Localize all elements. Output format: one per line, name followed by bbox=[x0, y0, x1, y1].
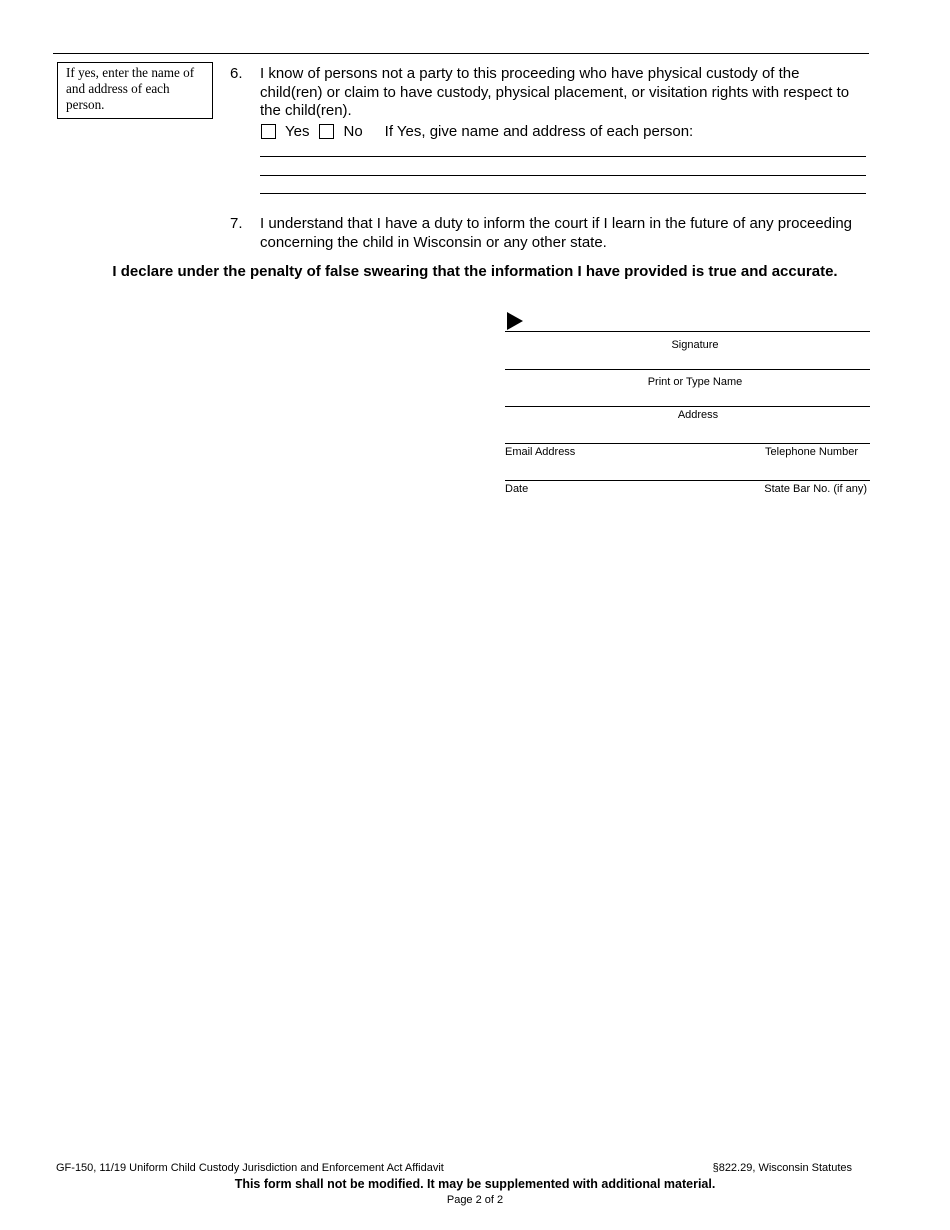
footer-form-id: GF-150, 11/19 Uniform Child Custody Jurisdiction and Enforcement Act Affidavit bbox=[56, 1162, 444, 1174]
footer-statute: §822.29, Wisconsin Statutes bbox=[712, 1162, 852, 1174]
item-6-prompt: If Yes, give name and address of each person: bbox=[384, 122, 694, 140]
yes-label: Yes bbox=[285, 122, 310, 140]
name-line[interactable] bbox=[505, 369, 870, 370]
page-number: Page 2 of 2 bbox=[446, 1194, 504, 1206]
date-bar-line[interactable] bbox=[505, 480, 870, 481]
item-7-number: 7. bbox=[230, 215, 243, 232]
bar-number-label: State Bar No. (if any) bbox=[764, 483, 867, 495]
email-phone-line[interactable] bbox=[505, 443, 870, 444]
no-label: No bbox=[343, 122, 363, 140]
item-7-line-2: concerning the child in Wisconsin or any other state. bbox=[260, 233, 607, 251]
item-6-line-3: the child(ren). bbox=[260, 102, 352, 119]
item-6-choice-row bbox=[261, 121, 693, 141]
address-line[interactable] bbox=[505, 406, 870, 407]
persons-fill-line-3[interactable] bbox=[260, 193, 866, 194]
item-6-text bbox=[260, 65, 849, 121]
item-6-number: 6. bbox=[230, 65, 243, 82]
item-7-text bbox=[260, 215, 852, 252]
item-6-line-1: I know of persons not a party to this proceeding who have physical custody of the bbox=[260, 65, 800, 82]
top-rule bbox=[53, 53, 869, 54]
no-checkbox[interactable] bbox=[319, 124, 334, 139]
sidebar-note: If yes, enter the name of and address of each person. bbox=[57, 62, 213, 119]
footer-notice: This form shall not be modified. It may be supplemented with additional material. bbox=[234, 1177, 716, 1191]
date-label: Date bbox=[505, 483, 529, 495]
persons-fill-line-2[interactable] bbox=[260, 175, 866, 176]
signature-arrow-icon bbox=[507, 312, 523, 330]
signature-line[interactable] bbox=[505, 331, 870, 332]
signature-label: Signature bbox=[671, 339, 719, 351]
item-6-line-2: child(ren) or claim to have custody, physical placement, or visitation rights with respect to bbox=[260, 83, 850, 101]
name-label: Print or Type Name bbox=[647, 376, 743, 388]
address-label: Address bbox=[677, 409, 719, 421]
declaration: I declare under the penalty of false swearing that the information I have provided is true and accurate. bbox=[112, 263, 838, 280]
item-7-line-1: I understand that I have a duty to inform the court if I learn in the future of any proceeding bbox=[260, 215, 853, 232]
yes-checkbox[interactable] bbox=[261, 124, 276, 139]
phone-label: Telephone Number bbox=[765, 446, 858, 458]
persons-fill-line-1[interactable] bbox=[260, 156, 866, 157]
email-label: Email Address bbox=[505, 446, 576, 458]
